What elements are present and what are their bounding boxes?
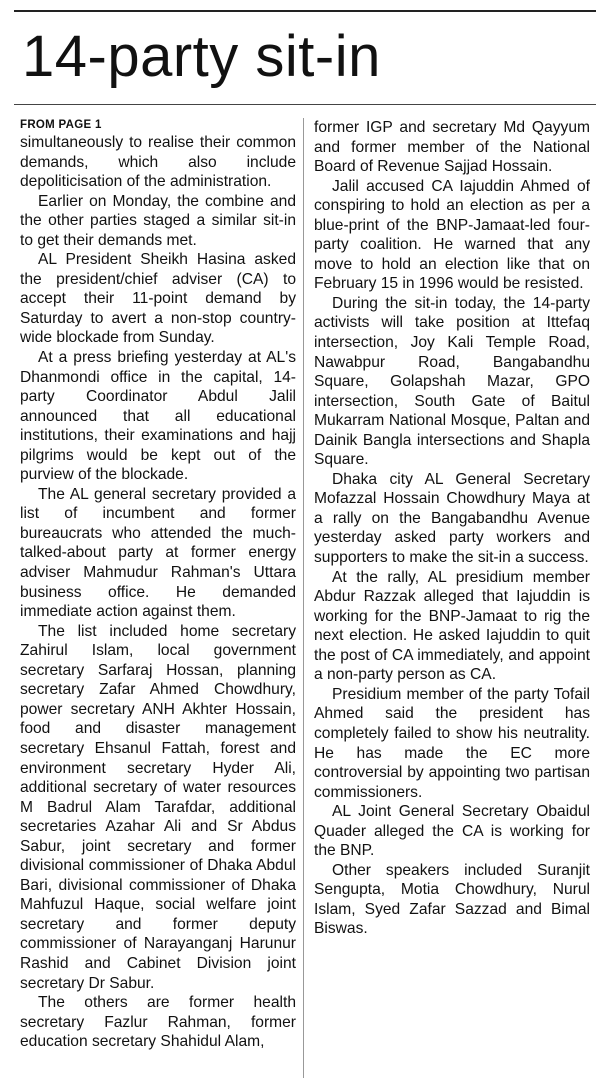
paragraph: During the sit-in today, the 14-party activists will take position at Ittefaq intersection, Joy Kali Temple Road, Nawabpur Road, Bangabandhu Square, Golapshah Mazar, GPO intersection, South Gate of Baitul Mukarram National Mosque, Paltan and Dainik Bangla intersections and Shapla Square. — [314, 294, 590, 469]
paragraph: The AL general secretary provided a list of incumbent and former bureaucrats who attended the much-talked-about party at former energy adviser Mahmudur Rahman's Uttara business office. He demanded immediate action against them. — [20, 485, 296, 621]
paragraph: At the rally, AL presidium member Abdur Razzak alleged that Iajuddin is working for the BNP-Jamaat to rig the next election. He asked Iajuddin to quit the post of CA immediately, and appoint a non-party person as CA. — [314, 568, 590, 684]
kicker: FROM PAGE 1 — [20, 119, 102, 131]
paragraph: former IGP and secretary Md Qayyum and former member of the National Board of Revenue Sajjad Hossain. — [314, 119, 590, 176]
paragraph: AL Joint General Secretary Obaidul Quader alleged the CA is working for the BNP. — [314, 803, 590, 860]
column-divider — [303, 118, 304, 1078]
paragraph: The others are former health secretary Fazlur Rahman, former education secretary Shahidul Alam, — [20, 994, 296, 1051]
paragraph: AL President Sheikh Hasina asked the president/chief adviser (CA) to accept their 11-point demand by Saturday to avert a non-stop country-wide blockade from Sunday. — [20, 251, 296, 347]
paragraph: At a press briefing yesterday at AL's Dhanmondi office in the capital, 14-party Coordinator Abdul Jalil announced that all educational institutions, their examinations and hajj pilgrims would be kept out of the purview of the blockade. — [20, 349, 296, 484]
headline-rule — [14, 104, 596, 105]
paragraph: simultaneously to realise their common demands, which also include depoliticisation of the administration. — [20, 134, 296, 191]
paragraph: Presidium member of the party Tofail Ahmed said the president has completely failed to show his neutrality. He has made the EC more controversial by appointing two partisan commissioners. — [314, 685, 590, 801]
paragraph: Other speakers included Suranjit Sengupta, Motia Chowdhury, Nurul Islam, Syed Zafar Sazzad and Bimal Biswas. — [314, 861, 590, 938]
top-rule — [14, 10, 596, 12]
paragraph: The list included home secretary Zahirul Islam, local government secretary Sarfaraj Hossan, planning secretary Zafar Ahmed Chowdhury, power secretary ANH Akhter Hossain, food and disaster management secretary Ehsanul Fattah, forest and environment secretary Hyder Ali, additional secretary of water resources M Badrul Alam Tarafdar, additional secretaries Azahar Ali and Sr Abdus Sabur, joint secretary and former divisional commissioner of Dhaka Abdul Bari, divisional commissioner of Dhaka Mahfuzul Haque, social welfare joint secretary and former deputy commissioner of Narayanganj Harunur Rashid and Cabinet Division joint secretary Dr Sabur. — [20, 622, 296, 992]
paragraph: Earlier on Monday, the combine and the other parties staged a similar sit-in to get their demands met. — [20, 192, 296, 249]
right-column — [314, 118, 590, 939]
paragraph: Dhaka city AL General Secretary Mofazzal Hossain Chowdhury Maya at a rally on the Bangabandhu Avenue yesterday asked party workers and supporters to make the sit-in a success. — [314, 470, 590, 567]
headline: 14-party sit-in — [22, 24, 381, 89]
left-column — [20, 118, 296, 1052]
paragraph: Jalil accused CA Iajuddin Ahmed of conspiring to hold an election as per a blue-print of the BNP-Jamaat-led four-party coalition. He warned that any move to hold an election like that on February 15 in 1996 would be resisted. — [314, 177, 590, 293]
